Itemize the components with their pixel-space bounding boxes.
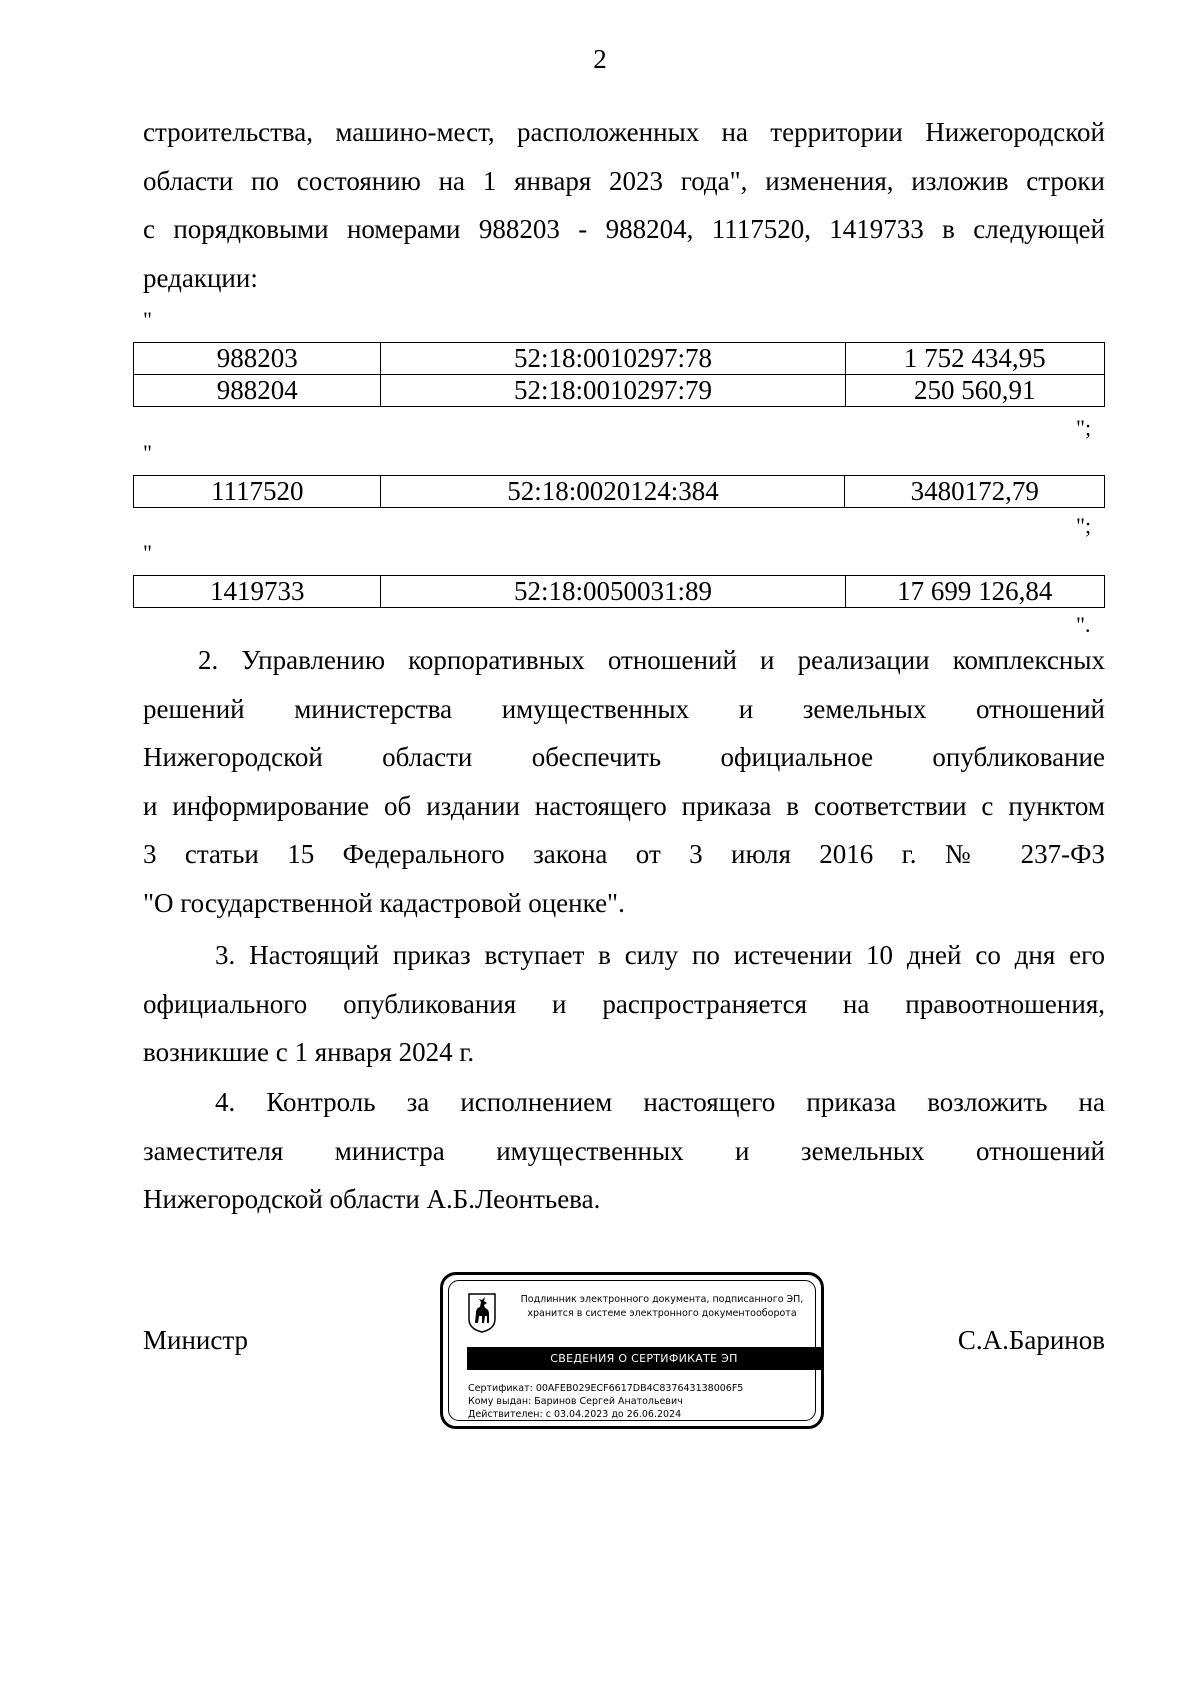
coat-of-arms-icon bbox=[468, 1293, 496, 1333]
paragraph-2 bbox=[143, 636, 1105, 927]
table-cell: 17 699 126,84 bbox=[845, 576, 1104, 608]
text-line: Нижегородской области А.Б.Леонтьева. bbox=[143, 1184, 601, 1214]
stamp-header-line: хранится в системе электронного документооборота bbox=[527, 1308, 797, 1319]
text-line: и информирование об издании настоящего приказа в соответствии с пунктом bbox=[143, 790, 1105, 821]
text-line: редакции: bbox=[143, 262, 258, 293]
open-quote: " bbox=[143, 540, 152, 565]
paragraph-3 bbox=[143, 931, 1105, 1077]
text-line: с порядковыми номерами 988203 - 988204, 1117520, 1419733 в следующей bbox=[143, 214, 1105, 244]
table-cell: 1419733 bbox=[134, 576, 381, 608]
table-row bbox=[134, 343, 1105, 375]
open-quote: " bbox=[143, 307, 152, 332]
text-line: 4. Контроль за исполнением настоящего приказа возложить на bbox=[215, 1087, 1105, 1117]
electronic-signature-stamp bbox=[440, 1272, 824, 1429]
table-cell: 250 560,91 bbox=[845, 375, 1104, 407]
stamp-frame bbox=[448, 1280, 816, 1421]
intro-paragraph bbox=[143, 108, 1105, 302]
table-cell: 52:18:0010297:79 bbox=[381, 375, 845, 407]
cadastral-table-2 bbox=[133, 475, 1105, 508]
close-quote-period: ". bbox=[1076, 612, 1091, 637]
stamp-title-bar: СВЕДЕНИЯ О СЕРТИФИКАТЕ ЭП bbox=[467, 1347, 821, 1370]
text-line: официального опубликования и распространяется на правоотношения, bbox=[143, 988, 1105, 1019]
close-quote-semicolon: "; bbox=[1076, 415, 1092, 440]
close-quote-semicolon: "; bbox=[1076, 513, 1092, 538]
text-line: заместителя министра имущественных и земельных отношений bbox=[143, 1135, 1105, 1166]
page-number: 2 bbox=[593, 44, 607, 74]
table-cell: 52:18:0010297:78 bbox=[381, 343, 845, 375]
certificate-info bbox=[468, 1382, 743, 1421]
table-cell: 3480172,79 bbox=[845, 476, 1105, 508]
text-line: Нижегородской области обеспечить официальное опубликование bbox=[143, 742, 1105, 772]
table-cell: 1 752 434,95 bbox=[845, 343, 1104, 375]
text-line: области по состоянию на 1 января 2023 года", изменения, изложив строки bbox=[143, 165, 1105, 196]
table-cell: 988204 bbox=[134, 375, 381, 407]
text-line: возникшие с 1 января 2024 г. bbox=[143, 1037, 475, 1067]
certificate-validity: Действителен: с 03.04.2023 до 26.06.2024 bbox=[468, 1409, 682, 1420]
cadastral-table-1 bbox=[133, 342, 1105, 407]
open-quote: " bbox=[143, 440, 152, 465]
text-line: 2. Управлению корпоративных отношений и реализации комплексных bbox=[198, 645, 1105, 675]
table-row bbox=[134, 576, 1105, 608]
text-line: решений министерства имущественных и земельных отношений bbox=[143, 693, 1105, 724]
signatory-name: С.А.Баринов bbox=[957, 1325, 1105, 1355]
certificate-owner: Кому выдан: Баринов Сергей Анатольевич bbox=[468, 1396, 683, 1407]
text-line: "О государственной кадастровой оценке". bbox=[143, 887, 625, 918]
table-cell: 1117520 bbox=[134, 476, 381, 508]
cadastral-table-3 bbox=[133, 575, 1105, 608]
text-line: 3. Настоящий приказ вступает в силу по истечении 10 дней со дня его bbox=[215, 940, 1105, 970]
signatory-position: Министр bbox=[143, 1325, 248, 1355]
table-row bbox=[134, 476, 1105, 508]
stamp-header-line: Подлинник электронного документа, подписанного ЭП, bbox=[520, 1294, 804, 1305]
table-cell: 52:18:0050031:89 bbox=[381, 576, 845, 608]
table-cell: 988203 bbox=[134, 343, 381, 375]
text-line: 3 статьи 15 Федерального закона от 3 июля 2016 г. № 237-ФЗ bbox=[143, 839, 1105, 869]
paragraph-4 bbox=[143, 1078, 1105, 1224]
certificate-number: Сертификат: 00AFEB029ECF6617DB4C837643138006F5 bbox=[468, 1383, 744, 1394]
text-line: строительства, машино-мест, расположенных на территории Нижегородской bbox=[143, 117, 1105, 147]
table-cell: 52:18:0020124:384 bbox=[381, 476, 845, 508]
table-row bbox=[134, 375, 1105, 407]
stamp-header bbox=[503, 1293, 821, 1321]
